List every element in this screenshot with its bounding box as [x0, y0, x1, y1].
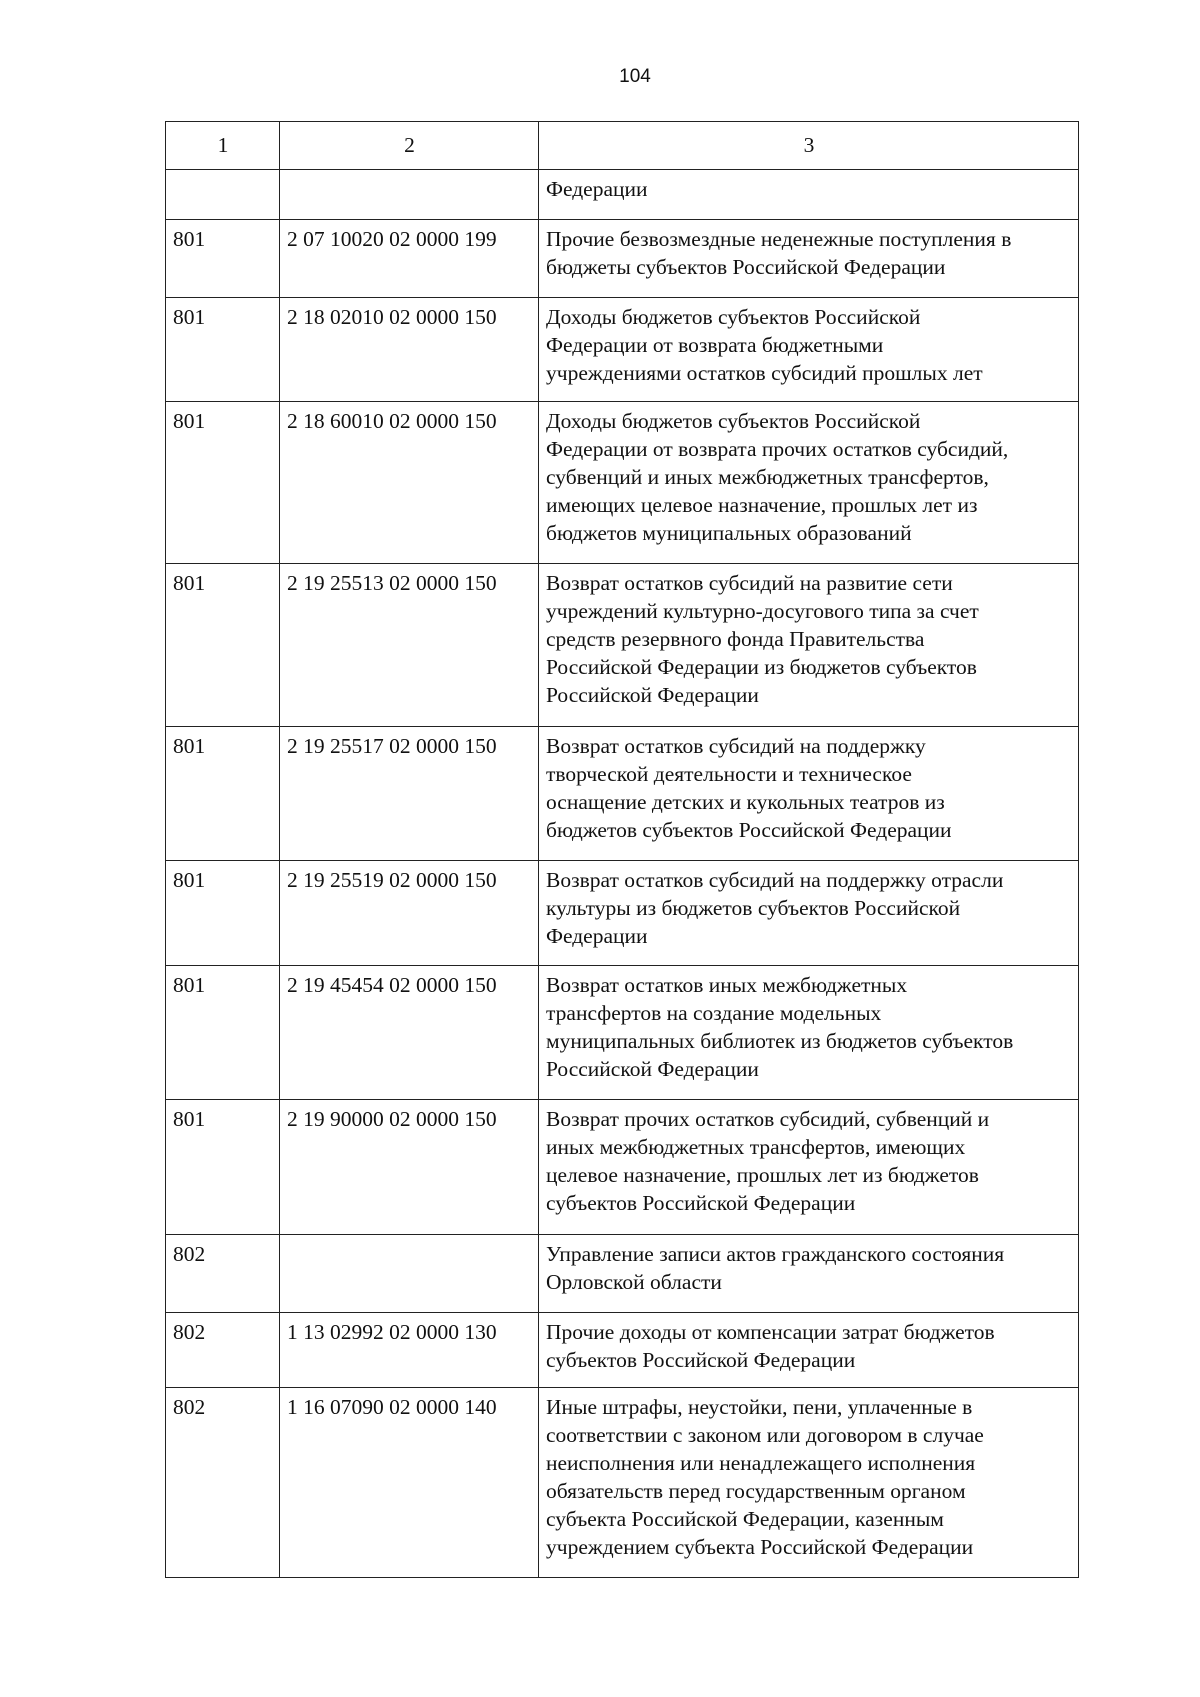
description-cell: Иные штрафы, неустойки, пени, уплаченные в соответствии с законом или договором в случае неисполнения или ненадлежащего исполнения обязательств перед государственным органом субъекта Российской Федерации, казенным учреждением субъекта Российской Федерации	[539, 1388, 1079, 1578]
description-cell: Федерации	[539, 170, 1079, 220]
budget-code-cell: 2 19 45454 02 0000 150	[280, 966, 539, 1100]
table-row	[166, 220, 1079, 298]
admin-code-cell: 801	[166, 727, 280, 861]
description-cell: Прочие доходы от компенсации затрат бюджетов субъектов Российской Федерации	[539, 1313, 1079, 1388]
description-cell: Управление записи актов гражданского состояния Орловской области	[539, 1235, 1079, 1313]
admin-code-cell: 802	[166, 1313, 280, 1388]
description-cell: Доходы бюджетов субъектов Российской Федерации от возврата прочих остатков субсидий, субвенций и иных межбюджетных трансфертов, имеющих целевое назначение, прошлых лет из бюджетов муниципальных образований	[539, 402, 1079, 564]
description-cell: Возврат остатков субсидий на поддержку отрасли культуры из бюджетов субъектов Российской Федерации	[539, 861, 1079, 966]
budget-code-cell: 1 16 07090 02 0000 140	[280, 1388, 539, 1578]
budget-code-cell: 2 07 10020 02 0000 199	[280, 220, 539, 298]
page-number: 104	[619, 66, 651, 87]
table-row	[166, 298, 1079, 402]
budget-code-cell: 2 19 90000 02 0000 150	[280, 1100, 539, 1235]
table-row	[166, 1388, 1079, 1578]
admin-code-cell: 802	[166, 1235, 280, 1313]
budget-code-cell: 2 19 25519 02 0000 150	[280, 861, 539, 966]
table-row	[166, 1100, 1079, 1235]
budget-classification-table	[165, 121, 1079, 1578]
admin-code-cell	[166, 170, 280, 220]
description-cell: Возврат остатков иных межбюджетных трансфертов на создание модельных муниципальных библиотек из бюджетов субъектов Российской Федерации	[539, 966, 1079, 1100]
admin-code-cell: 801	[166, 966, 280, 1100]
table-row	[166, 564, 1079, 727]
table-row	[166, 402, 1079, 564]
column-header-3: 3	[539, 122, 1079, 170]
table-row	[166, 966, 1079, 1100]
admin-code-cell: 801	[166, 298, 280, 402]
description-cell: Доходы бюджетов субъектов Российской Федерации от возврата бюджетными учреждениями остатков субсидий прошлых лет	[539, 298, 1079, 402]
description-cell: Возврат прочих остатков субсидий, субвенций и иных межбюджетных трансфертов, имеющих целевое назначение, прошлых лет из бюджетов субъектов Российской Федерации	[539, 1100, 1079, 1235]
column-header-2: 2	[280, 122, 539, 170]
admin-code-cell: 801	[166, 402, 280, 564]
admin-code-cell: 801	[166, 861, 280, 966]
budget-code-cell: 2 19 25513 02 0000 150	[280, 564, 539, 727]
budget-code-cell: 2 19 25517 02 0000 150	[280, 727, 539, 861]
description-cell: Возврат остатков субсидий на поддержку творческой деятельности и техническое оснащение детских и кукольных театров из бюджетов субъектов Российской Федерации	[539, 727, 1079, 861]
description-cell: Прочие безвозмездные неденежные поступления в бюджеты субъектов Российской Федерации	[539, 220, 1079, 298]
budget-code-cell: 1 13 02992 02 0000 130	[280, 1313, 539, 1388]
table-row	[166, 1313, 1079, 1388]
admin-code-cell: 801	[166, 1100, 280, 1235]
table-row	[166, 861, 1079, 966]
budget-code-cell: 2 18 60010 02 0000 150	[280, 402, 539, 564]
budget-code-cell	[280, 170, 539, 220]
admin-code-cell: 802	[166, 1388, 280, 1578]
admin-code-cell: 801	[166, 564, 280, 727]
table-row	[166, 1235, 1079, 1313]
budget-code-cell: 2 18 02010 02 0000 150	[280, 298, 539, 402]
table-row	[166, 170, 1079, 220]
budget-code-cell	[280, 1235, 539, 1313]
admin-code-cell: 801	[166, 220, 280, 298]
description-cell: Возврат остатков субсидий на развитие сети учреждений культурно-досугового типа за счет средств резервного фонда Правительства Российской Федерации из бюджетов субъектов Российской Федерации	[539, 564, 1079, 727]
table-row	[166, 727, 1079, 861]
column-header-1: 1	[166, 122, 280, 170]
table-header-row	[166, 122, 1079, 170]
